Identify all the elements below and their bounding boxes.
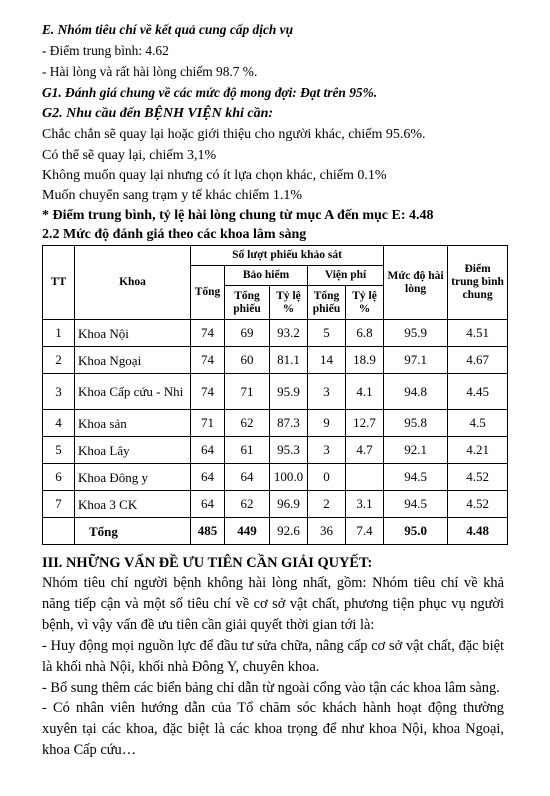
table-row: [43, 437, 508, 464]
cell-tong: 74: [191, 347, 225, 374]
cell-vp-tong-phieu: 14: [308, 347, 346, 374]
cell-muc-do: 95.9: [384, 320, 448, 347]
table-row: [43, 491, 508, 518]
cell-diem: 4.21: [448, 437, 508, 464]
cell-vp-ty-le: 18.9: [346, 347, 384, 374]
cell-diem: 4.48: [448, 518, 508, 545]
table-row: [43, 374, 508, 410]
table-row: [43, 320, 508, 347]
header-tong: Tổng: [191, 266, 225, 320]
cell-muc-do: 97.1: [384, 347, 448, 374]
section-3-item: - Huy động mọi nguồn lực để đầu tư sửa chữa, nâng cấp cơ sở vật chất, đặc biệt là khối nhà Nội, khối nhà Đông Y, chuyên khoa.: [42, 637, 504, 675]
section-3-body: [42, 573, 504, 761]
cell-tong: 74: [191, 320, 225, 347]
cell-tong: 64: [191, 464, 225, 491]
g2-item: Không muốn quay lại nhưng có ít lựa chọn khác, chiếm 0.1%: [42, 168, 387, 183]
cell-bh-tong-phieu: 71: [225, 374, 270, 410]
header-so-luot: Số lượt phiếu khảo sát: [191, 246, 384, 266]
cell-vp-ty-le: [346, 464, 384, 491]
cell-tt: 4: [43, 410, 75, 437]
header-ty-le: Tỷ lệ %: [270, 286, 308, 320]
section-e-heading: E. Nhóm tiêu chí về kết quả cung cấp dịch vụ: [42, 22, 294, 37]
section-2-2-heading: 2.2 Mức độ đánh giá theo các khoa lâm sàng: [42, 227, 307, 242]
cell-bh-ty-le: 93.2: [270, 320, 308, 347]
cell-tt: 6: [43, 464, 75, 491]
cell-vp-tong-phieu: 2: [308, 491, 346, 518]
cell-vp-ty-le: 12.7: [346, 410, 384, 437]
cell-khoa: Khoa Lây: [75, 437, 191, 464]
header-tong-phieu: Tổng phiếu: [225, 286, 270, 320]
cell-bh-ty-le: 95.3: [270, 437, 308, 464]
section-3-item: - Có nhân viên hướng dẫn của Tổ chăm sóc khách hành hoạt động thường xuyên tại các khoa, đặc biệt là các khoa trọng để như khoa Nội, khoa Ngoại, khoa Cấp cứu…: [42, 700, 504, 759]
cell-bh-ty-le: 95.9: [270, 374, 308, 410]
g2-item: Có thể sẽ quay lại, chiếm 3,1%: [42, 148, 217, 163]
summary-line: * Điểm trung bình, tỷ lệ hài lòng chung từ mục A đến mục E: 4.48: [42, 208, 434, 223]
cell-vp-ty-le: 4.1: [346, 374, 384, 410]
cell-bh-tong-phieu: 62: [225, 491, 270, 518]
cell-khoa: Khoa sản: [75, 410, 191, 437]
cell-vp-ty-le: 6.8: [346, 320, 384, 347]
cell-diem: 4.45: [448, 374, 508, 410]
cell-tt: 5: [43, 437, 75, 464]
section-e-average: - Điểm trung bình: 4.62: [42, 43, 169, 58]
cell-khoa: Khoa Ngoại: [75, 347, 191, 374]
cell-vp-tong-phieu: 0: [308, 464, 346, 491]
header-tong-phieu: Tổng phiếu: [308, 286, 346, 320]
cell-khoa: Khoa Nội: [75, 320, 191, 347]
cell-diem: 4.67: [448, 347, 508, 374]
cell-bh-tong-phieu: 61: [225, 437, 270, 464]
table-total-row: [43, 518, 508, 545]
table-row: [43, 410, 508, 437]
cell-vp-tong-phieu: 3: [308, 437, 346, 464]
g2-heading: G2. Nhu cầu đến BỆNH VIỆN khi cần:: [42, 106, 274, 121]
cell-bh-tong-phieu: 60: [225, 347, 270, 374]
cell-tong: 485: [191, 518, 225, 545]
cell-muc-do: 92.1: [384, 437, 448, 464]
header-tt: TT: [43, 246, 75, 320]
cell-bh-tong-phieu: 64: [225, 464, 270, 491]
cell-diem: 4.5: [448, 410, 508, 437]
cell-bh-ty-le: 92.6: [270, 518, 308, 545]
cell-tt: [43, 518, 75, 545]
cell-diem: 4.52: [448, 464, 508, 491]
table-row: [43, 347, 508, 374]
cell-total-label: Tổng: [75, 518, 191, 545]
cell-bh-tong-phieu: 62: [225, 410, 270, 437]
cell-vp-tong-phieu: 5: [308, 320, 346, 347]
cell-vp-ty-le: 4.7: [346, 437, 384, 464]
g1-heading: G1. Đánh giá chung về các mức độ mong đợi: Đạt trên 95%.: [42, 85, 378, 100]
cell-muc-do: 94.5: [384, 491, 448, 518]
cell-vp-ty-le: 7.4: [346, 518, 384, 545]
cell-tt: 1: [43, 320, 75, 347]
g2-item: Chắc chắn sẽ quay lại hoặc giới thiệu cho người khác, chiếm 95.6%.: [42, 127, 426, 142]
cell-muc-do: 95.8: [384, 410, 448, 437]
cell-bh-ty-le: 87.3: [270, 410, 308, 437]
cell-bh-ty-le: 100.0: [270, 464, 308, 491]
section-3-heading: III. NHỮNG VẤN ĐỀ ƯU TIÊN CẦN GIẢI QUYẾT:: [42, 555, 373, 571]
section-3-intro: Nhóm tiêu chí người bệnh không hài lòng nhất, gồm: Nhóm tiêu chí về khả năng tiếp cận và một số tiêu chí về cơ sở vật chất, phương tiện phục vụ người bệnh, vì vậy vấn đề ưu tiên cần giải quyết thời gian tới là:: [42, 575, 504, 633]
cell-vp-tong-phieu: 9: [308, 410, 346, 437]
cell-bh-ty-le: 96.9: [270, 491, 308, 518]
cell-khoa: Khoa 3 CK: [75, 491, 191, 518]
table-row: [43, 464, 508, 491]
section-3-item: - Bổ sung thêm các biển bảng chỉ dẫn từ ngoài cổng vào tận các khoa lâm sàng.: [42, 679, 500, 696]
cell-vp-tong-phieu: 3: [308, 374, 346, 410]
cell-vp-tong-phieu: 36: [308, 518, 346, 545]
header-bao-hiem: Bảo hiểm: [225, 266, 308, 286]
cell-tt: 7: [43, 491, 75, 518]
cell-muc-do: 94.5: [384, 464, 448, 491]
cell-bh-ty-le: 81.1: [270, 347, 308, 374]
g2-item: Muốn chuyển sang trạm y tế khác chiếm 1.1%: [42, 188, 303, 203]
header-ty-le: Tỷ lệ %: [346, 286, 384, 320]
cell-tong: 64: [191, 491, 225, 518]
cell-tt: 2: [43, 347, 75, 374]
header-vien-phi: Viện phí: [308, 266, 384, 286]
cell-tong: 71: [191, 410, 225, 437]
cell-muc-do: 94.8: [384, 374, 448, 410]
cell-muc-do: 95.0: [384, 518, 448, 545]
header-diem: Điểm trung bình chung: [448, 246, 508, 320]
cell-bh-tong-phieu: 69: [225, 320, 270, 347]
header-muc-do: Mức độ hài lòng: [384, 246, 448, 320]
cell-diem: 4.51: [448, 320, 508, 347]
cell-vp-ty-le: 3.1: [346, 491, 384, 518]
cell-khoa: Khoa Cấp cứu - Nhi: [75, 374, 191, 410]
cell-tt: 3: [43, 374, 75, 410]
cell-bh-tong-phieu: 449: [225, 518, 270, 545]
header-khoa: Khoa: [75, 246, 191, 320]
cell-tong: 64: [191, 437, 225, 464]
cell-khoa: Khoa Đông y: [75, 464, 191, 491]
department-table: [42, 245, 508, 545]
section-e-satisfied: - Hài lòng và rất hài lòng chiếm 98.7 %.: [42, 64, 258, 79]
cell-diem: 4.52: [448, 491, 508, 518]
cell-tong: 74: [191, 374, 225, 410]
